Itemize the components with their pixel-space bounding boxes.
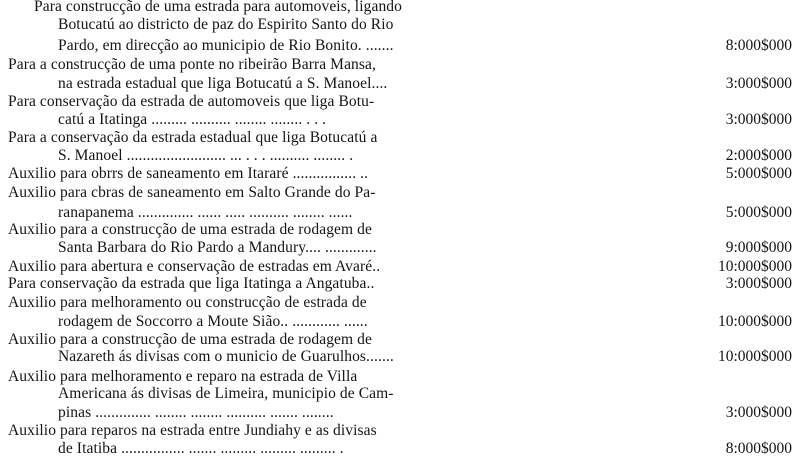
entry-4-line-2: S. Manoel ......................... ... . . . .......... ........ .: [58, 147, 354, 164]
entry-12-line-3: pinas .............. ........ ........ .......... ....... ........: [58, 404, 334, 421]
entry-11-line-2: Nazareth ás divisas com o municio de Guarulhos.......: [58, 348, 394, 365]
entry-9-amount: 3:000$000: [725, 275, 792, 292]
entry-7-line-1: Auxilio para a construcção de uma estrada de rodagem de: [8, 221, 372, 238]
entry-13-amount: 8:000$000: [725, 440, 792, 457]
entry-1-amount: 8:000$000: [725, 37, 792, 54]
entry-13-line-1: Auxilio para reparos na estrada entre Jundiahy e as divisas: [8, 422, 377, 439]
entry-6-line-2: ranapanema .............. ...... ..... .......... ........ ......: [58, 204, 353, 221]
entry-2-line-1: Para a construcção de uma ponte no ribeirão Barra Mansa,: [8, 56, 376, 73]
entry-5-line-1: Auxilio para obrrs de saneamento em Itararé ................ ..: [8, 165, 369, 182]
entry-2-line-2: na estrada estadual que liga Botucatú a S. Manoel....: [58, 75, 388, 92]
entry-6-amount: 5:000$000: [725, 204, 792, 221]
entry-3-line-1: Para conservação da estrada de automoveis que liga Botu-: [8, 93, 375, 110]
entry-2-amount: 3:000$000: [725, 75, 792, 92]
entry-10-line-1: Auxilio para melhoramento ou construcção de estrada de: [8, 294, 367, 311]
entry-3-amount: 3:000$000: [725, 111, 792, 128]
entry-1-line-3: Pardo, em direcção ao municipio de Rio Bonito. .......: [58, 37, 394, 54]
entry-4-line-1: Para a conservação da estrada estadual que liga Botucatú a: [8, 129, 378, 146]
entry-9-line-1: Para conservação da estrada que liga Itatinga a Angatuba..: [8, 275, 375, 292]
entry-8-line-1: Auxilio para abertura e conservação de estradas em Avaré..: [8, 258, 381, 275]
entry-1-line-1: Para construcção de uma estrada para automoveis, ligando: [34, 0, 402, 15]
entry-12-line-1: Auxilio para melhoramento e reparo na estrada de Villa: [8, 368, 358, 385]
entry-13-line-2: de Itatiba ................ ....... ......... ......... ......... .: [58, 440, 344, 457]
entry-6-line-1: Auxilio para cbras de saneamento em Salto Grande do Pa-: [8, 184, 376, 201]
entry-1-line-2: Botucatú ao districto de paz do Espirito Santo do Rio: [58, 16, 394, 33]
entry-4-amount: 2:000$000: [725, 147, 792, 164]
entry-8-amount: 10:000$000: [717, 258, 792, 275]
entry-12-line-2: Americana ás divisas de Limeira, municipio de Cam-: [58, 385, 394, 402]
entry-12-amount: 3:000$000: [725, 404, 792, 421]
entry-7-amount: 9:000$000: [725, 239, 792, 256]
entry-11-line-1: Auxilio para a construcção de uma estrada de rodagem de: [8, 331, 372, 348]
entry-10-line-2: rodagem de Soccorro a Moute Sião.. ............ ......: [58, 313, 368, 330]
entry-7-line-2: Santa Barbara do Rio Pardo a Mandury.... .............: [58, 239, 377, 256]
entry-3-line-2: catú a Itatinga ......... .......... ........ ........ . . .: [58, 111, 327, 128]
entry-10-amount: 10:000$000: [717, 313, 792, 330]
entry-5-amount: 5:000$000: [725, 165, 792, 182]
entry-11-amount: 10:000$000: [717, 348, 792, 365]
